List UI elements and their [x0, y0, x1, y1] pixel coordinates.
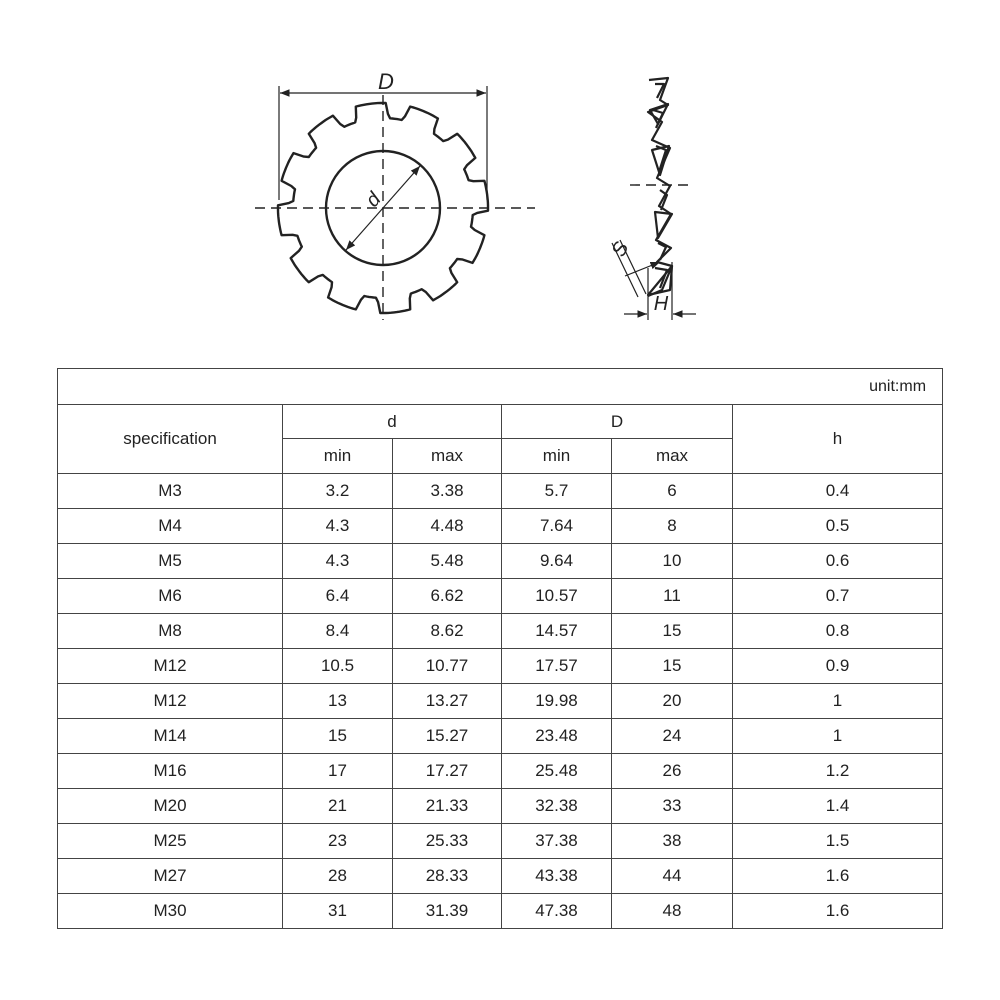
cell-d-max: 4.48	[393, 509, 502, 544]
table-row	[58, 719, 943, 754]
cell-h: 1.6	[733, 894, 943, 929]
table-row	[58, 474, 943, 509]
cell-d-max: 3.38	[393, 474, 502, 509]
table-row	[58, 894, 943, 929]
cell-D-max: 6	[612, 474, 733, 509]
cell-specification: M3	[58, 474, 283, 509]
side-profile-tooth-1	[650, 104, 668, 124]
cell-D-min: 10.57	[502, 579, 612, 614]
cell-h: 0.6	[733, 544, 943, 579]
cell-D-max: 15	[612, 649, 733, 684]
cell-d-min: 13	[283, 684, 393, 719]
cell-h: 1.5	[733, 824, 943, 859]
cell-specification: M16	[58, 754, 283, 789]
dimension-d-label: d	[361, 188, 386, 212]
cell-D-min: 5.7	[502, 474, 612, 509]
cell-d-max: 15.27	[393, 719, 502, 754]
cell-d-min: 4.3	[283, 509, 393, 544]
cell-specification: M5	[58, 544, 283, 579]
dimension-D-label: D	[378, 69, 394, 94]
cell-h: 0.7	[733, 579, 943, 614]
cell-D-min: 37.38	[502, 824, 612, 859]
cell-d-min: 10.5	[283, 649, 393, 684]
cell-d-max: 13.27	[393, 684, 502, 719]
washer-drawing-svg	[0, 0, 1000, 340]
unit-text: unit:mm	[869, 377, 927, 395]
table-row	[58, 649, 943, 684]
cell-specification: M4	[58, 509, 283, 544]
cell-specification: M27	[58, 859, 283, 894]
cell-specification: M8	[58, 614, 283, 649]
cell-D-min: 32.38	[502, 789, 612, 824]
specification-table	[57, 368, 943, 929]
header-h: h	[733, 405, 943, 474]
cell-d-max: 5.48	[393, 544, 502, 579]
cell-D-min: 7.64	[502, 509, 612, 544]
header-d-max: max	[393, 439, 502, 474]
table-row	[58, 684, 943, 719]
cell-d-min: 15	[283, 719, 393, 754]
cell-h: 0.8	[733, 614, 943, 649]
cell-D-min: 19.98	[502, 684, 612, 719]
cell-D-max: 10	[612, 544, 733, 579]
cell-specification: M30	[58, 894, 283, 929]
cell-d-min: 28	[283, 859, 393, 894]
cell-d-max: 31.39	[393, 894, 502, 929]
cell-D-min: 25.48	[502, 754, 612, 789]
cell-d-min: 3.2	[283, 474, 393, 509]
cell-d-max: 21.33	[393, 789, 502, 824]
cell-d-min: 4.3	[283, 544, 393, 579]
cell-specification: M14	[58, 719, 283, 754]
cell-h: 1.6	[733, 859, 943, 894]
cell-h: 1	[733, 684, 943, 719]
cell-D-max: 8	[612, 509, 733, 544]
cell-D-max: 33	[612, 789, 733, 824]
cell-D-max: 20	[612, 684, 733, 719]
cell-D-min: 23.48	[502, 719, 612, 754]
table-row	[58, 824, 943, 859]
table-row	[58, 859, 943, 894]
dimension-H-label: H	[653, 293, 669, 315]
technical-drawing	[0, 0, 1000, 340]
cell-D-min: 14.57	[502, 614, 612, 649]
cell-d-max: 6.62	[393, 579, 502, 614]
table-row	[58, 544, 943, 579]
cell-d-max: 17.27	[393, 754, 502, 789]
cell-specification: M12	[58, 649, 283, 684]
cell-D-max: 11	[612, 579, 733, 614]
dimension-S-ext	[625, 262, 660, 276]
cell-D-max: 26	[612, 754, 733, 789]
header-d-min: min	[283, 439, 393, 474]
cell-d-max: 25.33	[393, 824, 502, 859]
cell-specification: M25	[58, 824, 283, 859]
cell-h: 1.2	[733, 754, 943, 789]
cell-d-min: 17	[283, 754, 393, 789]
cell-d-min: 21	[283, 789, 393, 824]
cell-D-min: 9.64	[502, 544, 612, 579]
table-row	[58, 614, 943, 649]
cell-h: 0.5	[733, 509, 943, 544]
header-specification: specification	[58, 405, 283, 474]
unit-label	[58, 369, 943, 405]
cell-h: 0.9	[733, 649, 943, 684]
washer-front-view	[255, 69, 535, 320]
header-D-max: max	[612, 439, 733, 474]
cell-D-max: 48	[612, 894, 733, 929]
table-row	[58, 789, 943, 824]
dimension-S-label: S	[607, 238, 634, 261]
cell-specification: M12	[58, 684, 283, 719]
table-row	[58, 579, 943, 614]
cell-D-min: 17.57	[502, 649, 612, 684]
cell-D-min: 43.38	[502, 859, 612, 894]
table-row	[58, 754, 943, 789]
header-D-min: min	[502, 439, 612, 474]
cell-d-max: 8.62	[393, 614, 502, 649]
cell-d-min: 8.4	[283, 614, 393, 649]
cell-h: 0.4	[733, 474, 943, 509]
header-D: D	[502, 405, 733, 439]
cell-specification: M6	[58, 579, 283, 614]
cell-d-min: 23	[283, 824, 393, 859]
cell-h: 1.4	[733, 789, 943, 824]
cell-d-max: 10.77	[393, 649, 502, 684]
side-profile-inner	[653, 84, 667, 288]
cell-D-max: 38	[612, 824, 733, 859]
cell-D-max: 24	[612, 719, 733, 754]
cell-h: 1	[733, 719, 943, 754]
cell-D-max: 15	[612, 614, 733, 649]
cell-specification: M20	[58, 789, 283, 824]
washer-side-view	[648, 78, 672, 296]
header-d: d	[283, 405, 502, 439]
table-row	[58, 509, 943, 544]
cell-d-max: 28.33	[393, 859, 502, 894]
cell-D-max: 44	[612, 859, 733, 894]
cell-d-min: 6.4	[283, 579, 393, 614]
cell-D-min: 47.38	[502, 894, 612, 929]
cell-d-min: 31	[283, 894, 393, 929]
